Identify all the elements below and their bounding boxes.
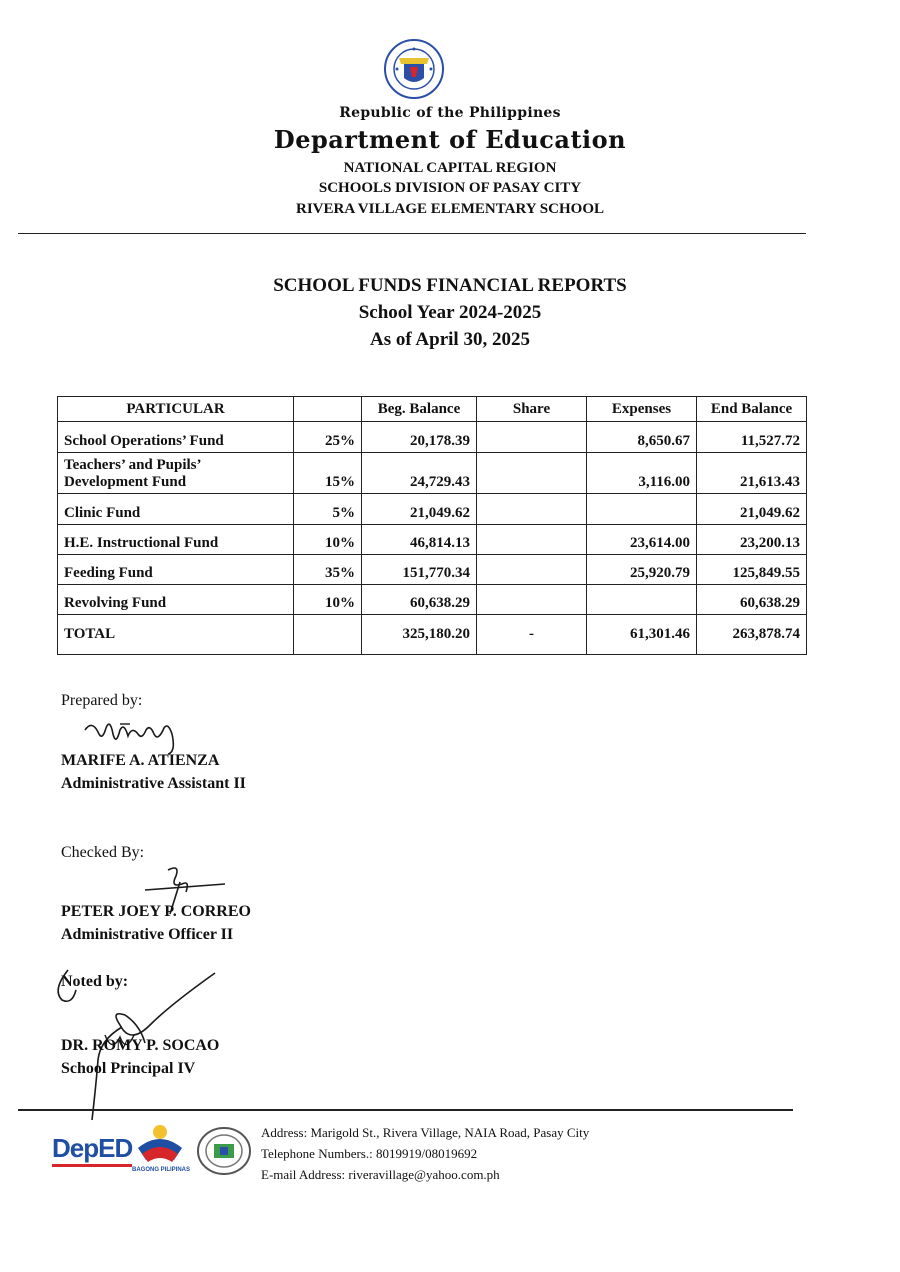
bagong-pilipinas-text: BAGONG PILIPINAS [131, 1167, 190, 1173]
fund-percent: 10% [294, 585, 362, 615]
department-name: Department of Education [273, 125, 627, 154]
end-balance: 125,849.55 [697, 555, 807, 585]
region-line: NATIONAL CAPITAL REGION [343, 160, 557, 176]
expenses: 23,614.00 [587, 525, 697, 555]
deped-seal-icon [383, 38, 445, 100]
beg-balance: 46,814.13 [362, 525, 477, 555]
fund-name: Feeding Fund [58, 555, 294, 585]
fund-name: Clinic Fund [58, 494, 294, 525]
financial-table [57, 396, 807, 655]
checked-by-name: PETER JOEY P. CORREO [61, 903, 251, 920]
footer-email: E-mail Address: riveravillage@yahoo.com.ph [261, 1167, 500, 1182]
prepared-by-label: Prepared by: [61, 692, 143, 709]
end-balance: 11,527.72 [697, 422, 807, 453]
beg-balance: 24,729.43 [362, 453, 477, 494]
fund-name-line1: Teachers’ and Pupils’ [64, 456, 202, 473]
col-header-expenses: Expenses [587, 397, 697, 422]
footer-address: Address: Marigold St., Rivera Village, NAIA Road, Pasay City [261, 1125, 590, 1140]
fund-percent: 35% [294, 555, 362, 585]
expenses: 25,920.79 [587, 555, 697, 585]
expenses [587, 494, 697, 525]
total-end-balance: 263,878.74 [697, 615, 807, 655]
expenses: 3,116.00 [587, 453, 697, 494]
beg-balance: 21,049.62 [362, 494, 477, 525]
total-expenses: 61,301.46 [587, 615, 697, 655]
fund-percent: 25% [294, 422, 362, 453]
checked-by-position: Administrative Officer II [61, 926, 234, 943]
fund-name [58, 453, 294, 494]
table-row [58, 494, 807, 525]
total-row [58, 615, 807, 655]
beg-balance: 20,178.39 [362, 422, 477, 453]
fund-name-line2: Development Fund [64, 473, 187, 490]
beg-balance: 151,770.34 [362, 555, 477, 585]
col-header-particular: PARTICULAR [58, 397, 294, 422]
report-school-year: School Year 2024-2025 [358, 302, 542, 323]
share [477, 494, 587, 525]
republic-line: Republic of the Philippines [339, 105, 561, 121]
col-header-share: Share [477, 397, 587, 422]
fund-percent: 15% [294, 453, 362, 494]
col-header-end-balance: End Balance [697, 397, 807, 422]
noted-by-name: DR. ROMY P. SOCAO [61, 1037, 220, 1054]
signature-atienza-icon [80, 712, 190, 757]
deped-logo-text: DepED [52, 1133, 133, 1163]
total-share: - [477, 615, 587, 655]
fund-name: H.E. Instructional Fund [58, 525, 294, 555]
footer-divider [18, 1109, 793, 1111]
table-row [58, 453, 807, 494]
fund-name: Revolving Fund [58, 585, 294, 615]
beg-balance: 60,638.29 [362, 585, 477, 615]
table-header-row [58, 397, 807, 422]
share [477, 453, 587, 494]
fund-percent: 5% [294, 494, 362, 525]
share [477, 422, 587, 453]
end-balance: 21,613.43 [697, 453, 807, 494]
header-divider [18, 233, 806, 234]
deped-logo [52, 1133, 132, 1171]
table-row [58, 422, 807, 453]
noted-by-position: School Principal IV [61, 1060, 196, 1077]
expenses: 8,650.67 [587, 422, 697, 453]
bagong-pilipinas-logo-icon [134, 1120, 186, 1164]
col-header-percent [294, 397, 362, 422]
end-balance: 21,049.62 [697, 494, 807, 525]
total-percent [294, 615, 362, 655]
report-title: SCHOOL FUNDS FINANCIAL REPORTS [273, 275, 627, 296]
share [477, 525, 587, 555]
school-line: RIVERA VILLAGE ELEMENTARY SCHOOL [295, 201, 604, 217]
noted-by-label: Noted by: [61, 973, 129, 990]
deped-logo-underline [52, 1164, 132, 1167]
expenses [587, 585, 697, 615]
end-balance: 23,200.13 [697, 525, 807, 555]
footer-telephone: Telephone Numbers.: 8019919/08019692 [261, 1146, 478, 1161]
total-beg-balance: 325,180.20 [362, 615, 477, 655]
prepared-by-position: Administrative Assistant II [61, 775, 246, 792]
fund-name: School Operations’ Fund [58, 422, 294, 453]
school-seal-icon [196, 1126, 252, 1176]
table-row [58, 585, 807, 615]
col-header-beg-balance: Beg. Balance [362, 397, 477, 422]
table-row [58, 525, 807, 555]
end-balance: 60,638.29 [697, 585, 807, 615]
share [477, 585, 587, 615]
prepared-by-name: MARIFE A. ATIENZA [61, 752, 220, 769]
total-label: TOTAL [58, 615, 294, 655]
table-row [58, 555, 807, 585]
division-line: SCHOOLS DIVISION OF PASAY CITY [318, 180, 582, 196]
report-date: As of April 30, 2025 [370, 329, 530, 350]
checked-by-label: Checked By: [61, 844, 145, 861]
fund-percent: 10% [294, 525, 362, 555]
share [477, 555, 587, 585]
